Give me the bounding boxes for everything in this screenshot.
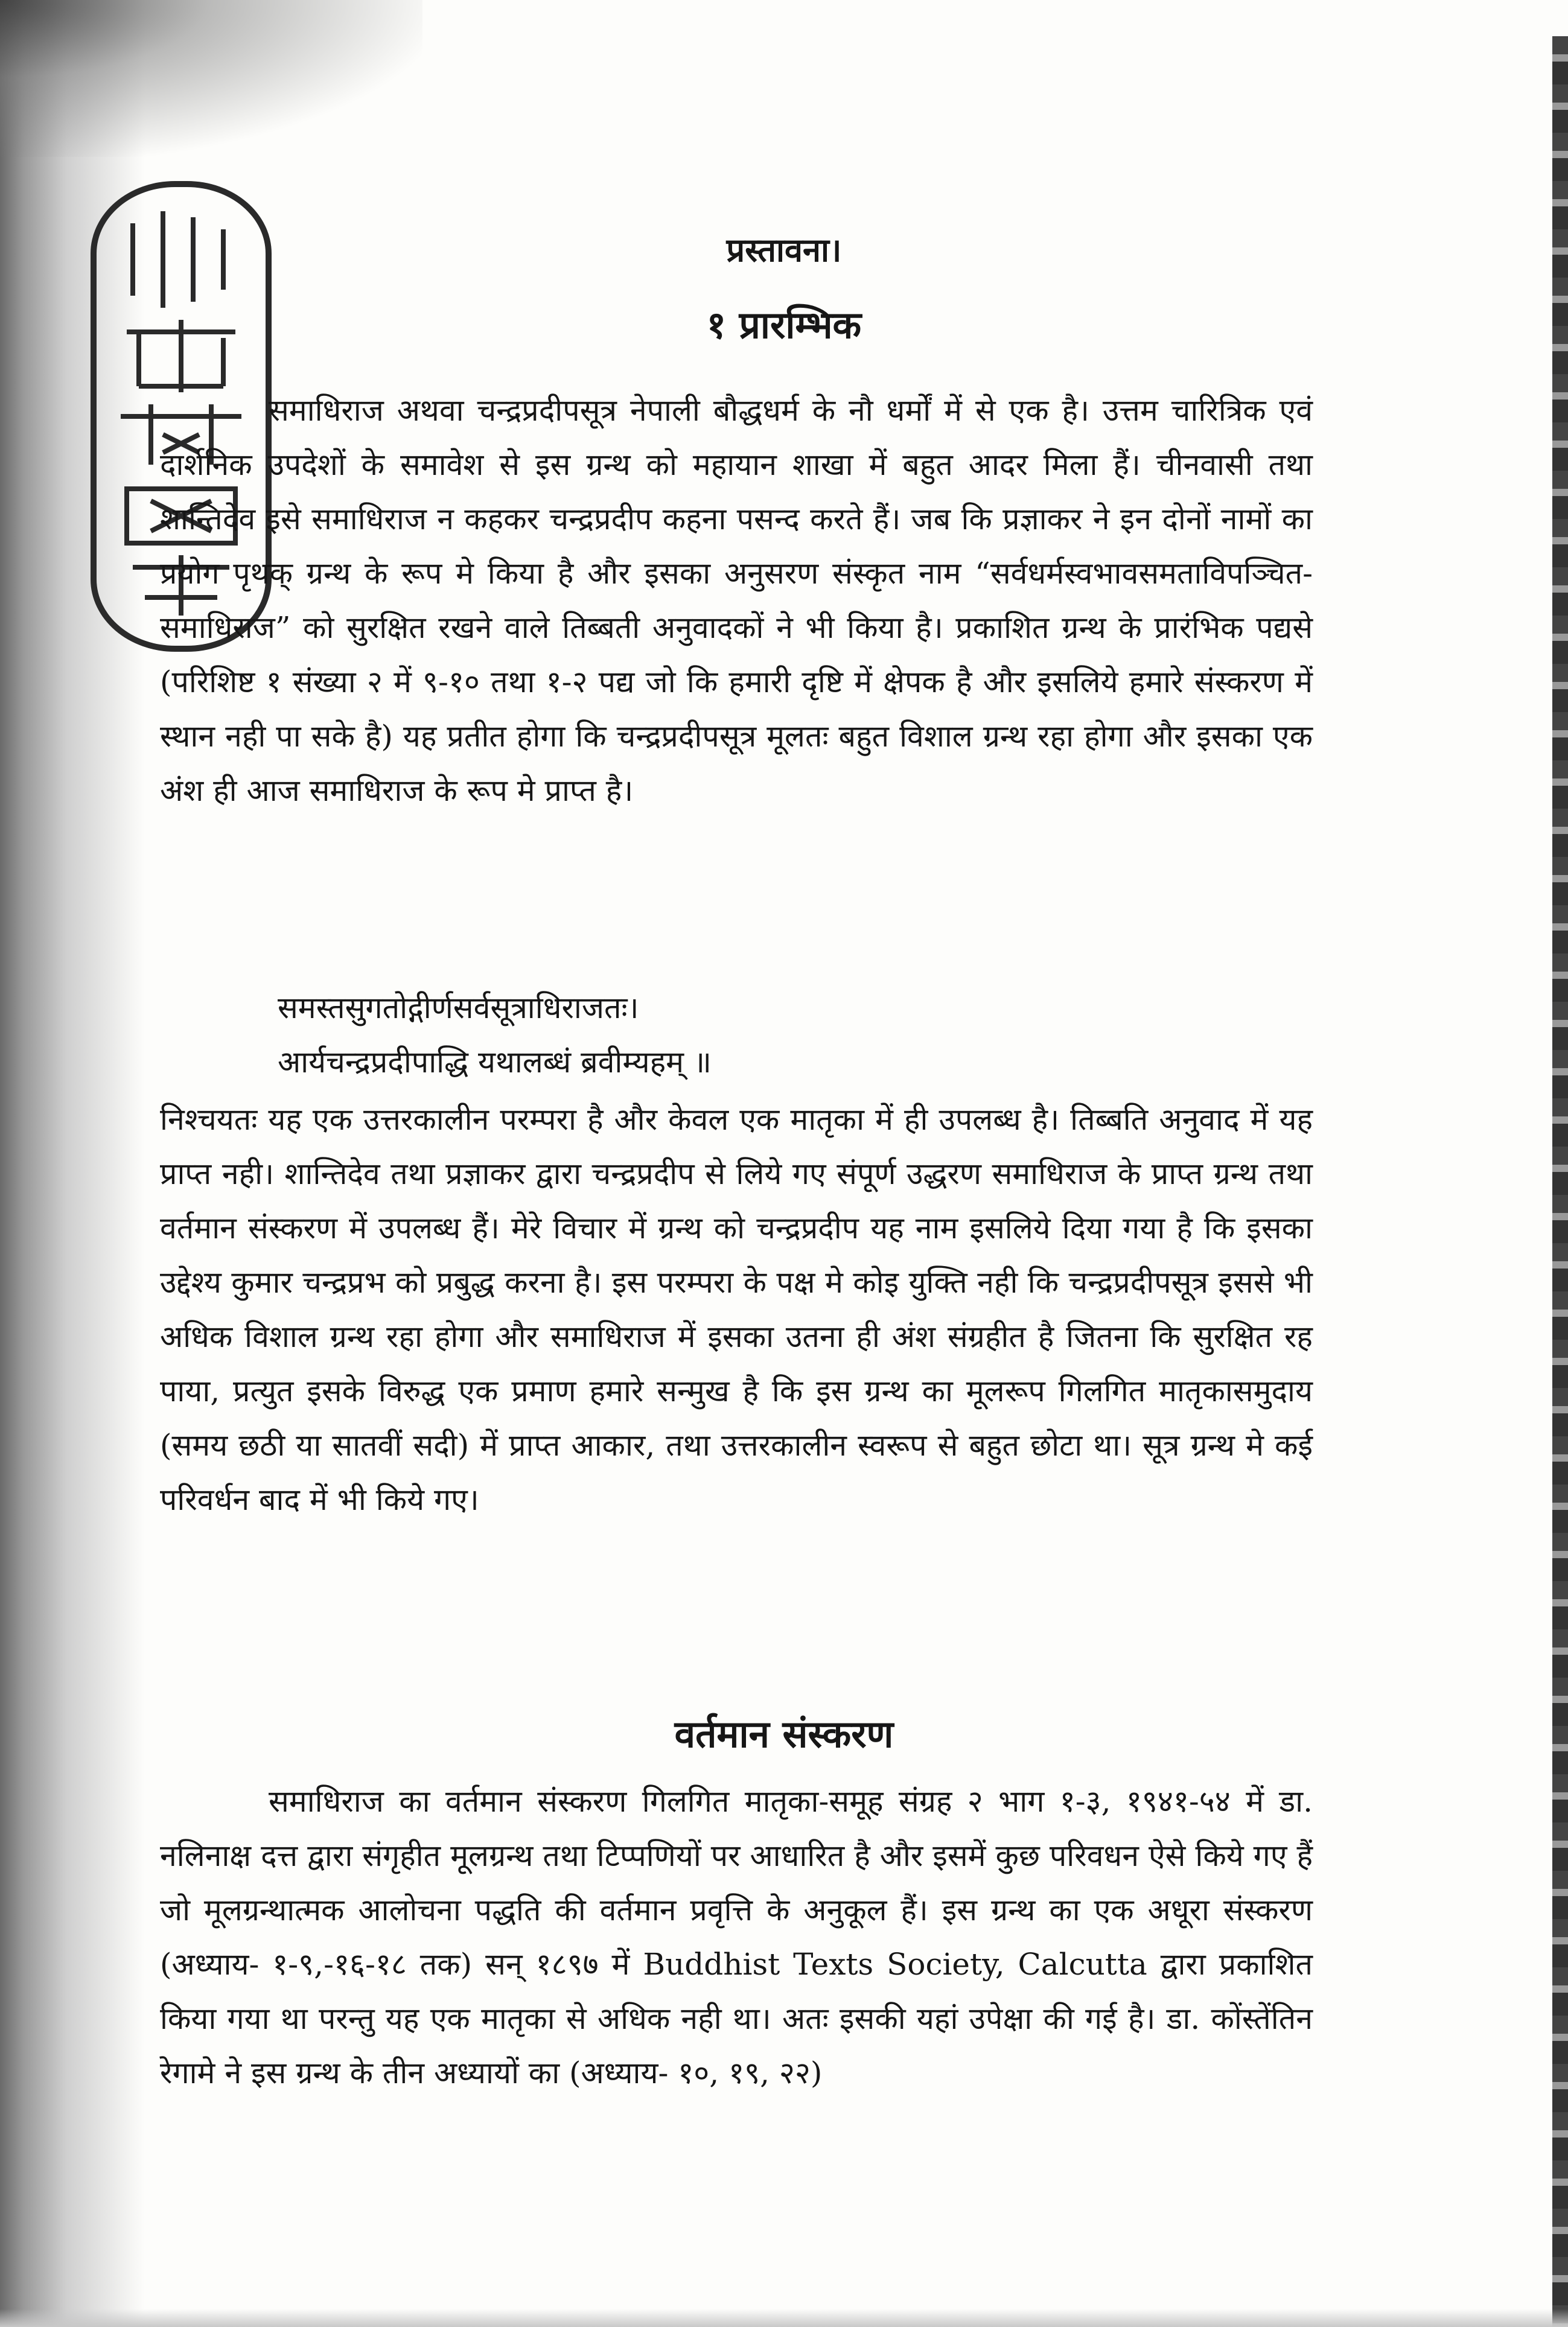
- paragraph-intro: समाधिराज अथवा चन्द्रप्रदीपसूत्र नेपाली बौद्धधर्म के नौ धर्मों में से एक है। उत्तम चारित्रिक एवं दार्शनिक उपदेशों के समावेश से इस ग्रन्थ को महायान शाखा में बहुत आदर मिला हैं। चीनवासी तथा शान्तिदेव इसे समाधिराज न कहकर चन्द्रप्रदीप कहना पसन्द करते हैं। जब कि प्रज्ञाकर ने इन दोनों नामों का प्रयोग पृथक् ग्रन्थ के रूप मे किया है और इसका अनुसरण संस्कृत नाम “सर्वधर्मस्वभावसमताविपञ्चित-समाधिराज” को सुरक्षित रखने वाले तिब्बती अनुवादकों ने भी किया है। प्रकाशित ग्रन्थ के प्रारंभिक पद्यसे (परिशिष्ट १ संख्या २ में ९-१० तथा १-२ पद्य जो कि हमारी दृष्टि में क्षेपक है और इसलिये हमारे संस्करण में स्थान नही पा सके है) यह प्रतीत होगा कि चन्द्रप्रदीपसूत्र मूलतः बहुत विशाल ग्रन्थ रहा होगा और इसका एक अंश ही आज समाधिराज के रूप मे प्राप्त है।: [160, 393, 1313, 808]
- paragraph-current-edition: समाधिराज का वर्तमान संस्करण गिलगित मातृका-समूह संग्रह २ भाग १-३, १९४१-५४ में डा. नलिनाक्ष दत्त द्वारा संगृहीत मूलग्रन्थ तथा टिप्पणियों पर आधारित है और इसमें कुछ परिवधन ऐसे किये गए हैं जो मूलग्रन्थात्मक आलोचना पद्धति की वर्तमान प्रवृत्ति के अनुकूल हैं। इस ग्रन्थ का एक अधूरा संस्करण (अध्याय- १-९,-१६-१८ तक) सन् १८९७ में Buddhist Texts Society, Calcutta द्वारा प्रकाशित किया गया था परन्तु यह एक मातृका से अधिक नही था। अतः इसकी यहां उपेक्षा की गई है। डा. कोंस्तेंतिन रेगामे ने इस ग्रन्थ के तीन अध्यायों का (अध्याय- १०, १९, २२): [160, 1784, 1313, 2090]
- page-title: प्रस्तावना।: [726, 231, 842, 269]
- section-heading-current-edition: वर्तमान संस्करण: [674, 1712, 894, 1756]
- scan-shadow-top: [0, 0, 422, 157]
- verse-line-2: आर्यचन्द्रप्रदीपाद्धि यथालब्धं ब्रवीम्यहम् ॥: [278, 1045, 712, 1080]
- verse-line-1: समस्तसुगतोद्गीर्णसर्वसूत्राधिराजतः।: [278, 990, 639, 1025]
- scan-edge-right: [1552, 36, 1568, 2327]
- paragraph-tradition: निश्चयतः यह एक उत्तरकालीन परम्परा है और केवल एक मातृका में ही उपलब्ध है। तिब्बति अनुवाद में यह प्राप्त नही। शान्तिदेव तथा प्रज्ञाकर द्वारा चन्द्रप्रदीप से लिये गए संपूर्ण उद्धरण समाधिराज के प्राप्त ग्रन्थ तथा वर्तमान संस्करण में उपलब्ध हैं। मेरे विचार में ग्रन्थ को चन्द्रप्रदीप यह नाम इसलिये दिया गया है कि इसका उद्देश्य कुमार चन्द्रप्रभ को प्रबुद्ध करना है। इस परम्परा के पक्ष मे कोइ युक्ति नही कि चन्द्रप्रदीपसूत्र इससे भी अधिक विशाल ग्रन्थ रहा होगा और समाधिराज में इसका उतना ही अंश संग्रहीत है जितना कि सुरक्षित रह पाया, प्रत्युत इसके विरुद्ध एक प्रमाण हमारे सन्मुख है कि इस ग्रन्थ का मूलरूप गिलगित मातृकासमुदाय (समय छठी या सातवीं सदी) में प्राप्त आकार, तथा उत्तरकालीन स्वरूप से बहुत छोटा था। सूत्र ग्रन्थ मे कई परिवर्धन बाद में भी किये गए।: [160, 1102, 1313, 1517]
- section-heading-introduction: १ प्रारम्भिक: [706, 303, 862, 347]
- scan-edge-bottom: [0, 2309, 1568, 2327]
